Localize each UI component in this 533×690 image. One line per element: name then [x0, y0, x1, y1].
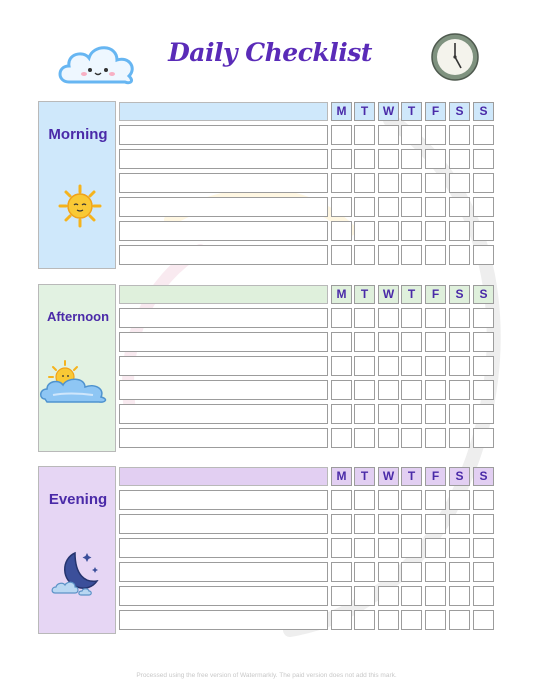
checkbox-cell[interactable] — [401, 149, 422, 169]
checkbox-cell[interactable] — [378, 221, 399, 241]
checkbox-cell[interactable] — [449, 586, 470, 606]
checkbox-cell[interactable] — [473, 380, 494, 400]
section-evening — [38, 466, 498, 636]
checkbox-cell[interactable] — [449, 197, 470, 217]
task-line[interactable] — [119, 125, 328, 145]
day-header: F — [425, 467, 446, 486]
checkbox-cell[interactable] — [473, 245, 494, 265]
checkbox-cell[interactable] — [425, 356, 446, 376]
checkbox-cell[interactable] — [331, 586, 352, 606]
checkbox-cell[interactable] — [425, 404, 446, 424]
checkbox-cell[interactable] — [354, 586, 375, 606]
checkbox-cell[interactable] — [425, 490, 446, 510]
checkbox-cell[interactable] — [378, 149, 399, 169]
task-header-bar — [119, 102, 328, 121]
checkbox-cell[interactable] — [378, 490, 399, 510]
day-header: T — [354, 285, 375, 304]
day-header: W — [378, 285, 399, 304]
checkbox-cell[interactable] — [425, 173, 446, 193]
checkbox-cell[interactable] — [473, 586, 494, 606]
section-label: Evening — [48, 491, 108, 508]
checkbox-cell[interactable] — [331, 356, 352, 376]
checkbox-cell[interactable] — [473, 173, 494, 193]
checkbox-cell[interactable] — [331, 610, 352, 630]
checkbox-cell[interactable] — [331, 197, 352, 217]
checkbox-cell[interactable] — [401, 245, 422, 265]
checkbox-cell[interactable] — [401, 562, 422, 582]
checkbox-cell[interactable] — [401, 514, 422, 534]
task-line[interactable] — [119, 308, 328, 328]
checkbox-cell[interactable] — [354, 404, 375, 424]
checkbox-cell[interactable] — [378, 380, 399, 400]
checkbox-cell[interactable] — [449, 538, 470, 558]
section-label-panel — [38, 101, 116, 269]
day-header: T — [354, 467, 375, 486]
day-header: S — [473, 285, 494, 304]
task-line[interactable] — [119, 586, 328, 606]
checkbox-cell[interactable] — [449, 245, 470, 265]
checkbox-cell[interactable] — [425, 538, 446, 558]
checkbox-cell[interactable] — [378, 356, 399, 376]
checkbox-cell[interactable] — [331, 149, 352, 169]
checkbox-cell[interactable] — [331, 490, 352, 510]
checkbox-cell[interactable] — [473, 149, 494, 169]
checkbox-cell[interactable] — [401, 586, 422, 606]
section-label: Morning — [48, 126, 108, 143]
checkbox-cell[interactable] — [331, 308, 352, 328]
checkbox-cell[interactable] — [449, 404, 470, 424]
checkbox-cell[interactable] — [354, 538, 375, 558]
task-line[interactable] — [119, 404, 328, 424]
task-line[interactable] — [119, 245, 328, 265]
checkbox-cell[interactable] — [378, 332, 399, 352]
checkbox-cell[interactable] — [331, 125, 352, 145]
checkbox-cell[interactable] — [425, 586, 446, 606]
checkbox-cell[interactable] — [401, 380, 422, 400]
checkbox-cell[interactable] — [331, 380, 352, 400]
checkbox-cell[interactable] — [331, 514, 352, 534]
checkbox-cell[interactable] — [354, 356, 375, 376]
day-header: S — [449, 467, 470, 486]
checkbox-cell[interactable] — [473, 404, 494, 424]
checkbox-cell[interactable] — [401, 173, 422, 193]
task-header-bar — [119, 285, 328, 304]
checkbox-cell[interactable] — [473, 125, 494, 145]
task-line[interactable] — [119, 380, 328, 400]
checkbox-cell[interactable] — [378, 404, 399, 424]
checkbox-cell[interactable] — [378, 428, 399, 448]
checkbox-cell[interactable] — [449, 428, 470, 448]
day-header: T — [401, 467, 422, 486]
checkbox-cell[interactable] — [449, 562, 470, 582]
watermark-text: Processed using the free version of Watermarkly. The paid version does not add this mark. — [136, 672, 397, 679]
task-line[interactable] — [119, 538, 328, 558]
section-morning — [38, 101, 498, 271]
day-header: W — [378, 102, 399, 121]
checkbox-cell[interactable] — [378, 562, 399, 582]
task-line[interactable] — [119, 428, 328, 448]
sun-icon — [58, 184, 102, 232]
checkbox-cell[interactable] — [354, 428, 375, 448]
checkbox-cell[interactable] — [378, 125, 399, 145]
checkbox-cell[interactable] — [331, 538, 352, 558]
checkbox-cell[interactable] — [425, 332, 446, 352]
day-header: F — [425, 285, 446, 304]
day-header: T — [401, 102, 422, 121]
task-header-bar — [119, 467, 328, 486]
day-header: F — [425, 102, 446, 121]
page-title: Daily Checklist — [168, 38, 372, 67]
day-header: W — [378, 467, 399, 486]
task-line[interactable] — [119, 490, 328, 510]
checkbox-cell[interactable] — [449, 332, 470, 352]
checkbox-cell[interactable] — [449, 610, 470, 630]
checkbox-cell[interactable] — [354, 380, 375, 400]
checkbox-cell[interactable] — [401, 490, 422, 510]
checkbox-cell[interactable] — [425, 149, 446, 169]
checkbox-cell[interactable] — [354, 610, 375, 630]
checkbox-cell[interactable] — [331, 173, 352, 193]
checkbox-cell[interactable] — [449, 221, 470, 241]
moon-icon — [51, 545, 105, 603]
checkbox-cell[interactable] — [473, 610, 494, 630]
checkbox-cell[interactable] — [401, 404, 422, 424]
checkbox-cell[interactable] — [401, 308, 422, 328]
checkbox-cell[interactable] — [331, 428, 352, 448]
day-header: S — [449, 102, 470, 121]
checkbox-cell[interactable] — [354, 245, 375, 265]
checkbox-cell[interactable] — [354, 332, 375, 352]
checkbox-cell[interactable] — [378, 197, 399, 217]
checkbox-cell[interactable] — [473, 490, 494, 510]
checkbox-cell[interactable] — [378, 173, 399, 193]
checkbox-cell[interactable] — [425, 562, 446, 582]
checkbox-cell[interactable] — [425, 428, 446, 448]
checkbox-cell[interactable] — [449, 380, 470, 400]
checkbox-cell[interactable] — [401, 538, 422, 558]
checkbox-cell[interactable] — [378, 514, 399, 534]
checkbox-cell[interactable] — [473, 197, 494, 217]
checkbox-cell[interactable] — [401, 332, 422, 352]
task-line[interactable] — [119, 610, 328, 630]
checkbox-cell[interactable] — [401, 125, 422, 145]
checkbox-cell[interactable] — [425, 125, 446, 145]
task-line[interactable] — [119, 514, 328, 534]
day-header: M — [331, 102, 352, 121]
section-label: Afternoon — [46, 309, 110, 324]
checkbox-cell[interactable] — [473, 356, 494, 376]
checkbox-cell[interactable] — [449, 149, 470, 169]
checkbox-cell[interactable] — [425, 380, 446, 400]
checkbox-cell[interactable] — [331, 245, 352, 265]
checkbox-cell[interactable] — [473, 308, 494, 328]
checkbox-cell[interactable] — [473, 562, 494, 582]
checkbox-cell[interactable] — [425, 221, 446, 241]
task-line[interactable] — [119, 149, 328, 169]
checkbox-cell[interactable] — [473, 514, 494, 534]
checkbox-cell[interactable] — [449, 514, 470, 534]
checkbox-cell[interactable] — [354, 308, 375, 328]
smiling-cloud-icon — [55, 40, 139, 86]
day-header: T — [401, 285, 422, 304]
checkbox-cell[interactable] — [378, 308, 399, 328]
day-header: M — [331, 285, 352, 304]
checkbox-cell[interactable] — [473, 221, 494, 241]
task-line[interactable] — [119, 197, 328, 217]
checkbox-cell[interactable] — [401, 610, 422, 630]
checkbox-cell[interactable] — [331, 332, 352, 352]
section-afternoon — [38, 284, 498, 454]
checkbox-cell[interactable] — [354, 125, 375, 145]
checkbox-cell[interactable] — [425, 245, 446, 265]
checkbox-cell[interactable] — [425, 610, 446, 630]
checkbox-cell[interactable] — [378, 610, 399, 630]
checkbox-cell[interactable] — [354, 562, 375, 582]
section-label-panel — [38, 284, 116, 452]
task-line[interactable] — [119, 221, 328, 241]
checkbox-cell[interactable] — [401, 197, 422, 217]
day-header: T — [354, 102, 375, 121]
clock-icon — [430, 32, 480, 82]
sun-cloud-icon — [39, 359, 111, 409]
checkbox-cell[interactable] — [425, 514, 446, 534]
day-header: S — [473, 102, 494, 121]
checkbox-cell[interactable] — [378, 586, 399, 606]
checkbox-cell[interactable] — [378, 245, 399, 265]
checkbox-cell[interactable] — [331, 404, 352, 424]
checkbox-cell[interactable] — [449, 308, 470, 328]
task-line[interactable] — [119, 332, 328, 352]
checkbox-cell[interactable] — [473, 538, 494, 558]
task-line[interactable] — [119, 173, 328, 193]
checkbox-cell[interactable] — [449, 173, 470, 193]
checkbox-cell[interactable] — [449, 356, 470, 376]
checkbox-cell[interactable] — [425, 197, 446, 217]
section-label-panel — [38, 466, 116, 634]
checkbox-cell[interactable] — [354, 173, 375, 193]
checkbox-cell[interactable] — [425, 308, 446, 328]
day-header: S — [449, 285, 470, 304]
checkbox-cell[interactable] — [473, 332, 494, 352]
checkbox-cell[interactable] — [331, 221, 352, 241]
checkbox-cell[interactable] — [331, 562, 352, 582]
task-line[interactable] — [119, 562, 328, 582]
day-header: S — [473, 467, 494, 486]
checkbox-cell[interactable] — [401, 428, 422, 448]
checkbox-cell[interactable] — [354, 490, 375, 510]
checkbox-cell[interactable] — [354, 514, 375, 534]
checkbox-cell[interactable] — [449, 125, 470, 145]
checkbox-cell[interactable] — [401, 221, 422, 241]
checkbox-cell[interactable] — [378, 538, 399, 558]
task-line[interactable] — [119, 356, 328, 376]
checkbox-cell[interactable] — [449, 490, 470, 510]
checkbox-cell[interactable] — [354, 221, 375, 241]
checkbox-cell[interactable] — [354, 197, 375, 217]
checkbox-cell[interactable] — [473, 428, 494, 448]
checkbox-cell[interactable] — [401, 356, 422, 376]
day-header: M — [331, 467, 352, 486]
checkbox-cell[interactable] — [354, 149, 375, 169]
